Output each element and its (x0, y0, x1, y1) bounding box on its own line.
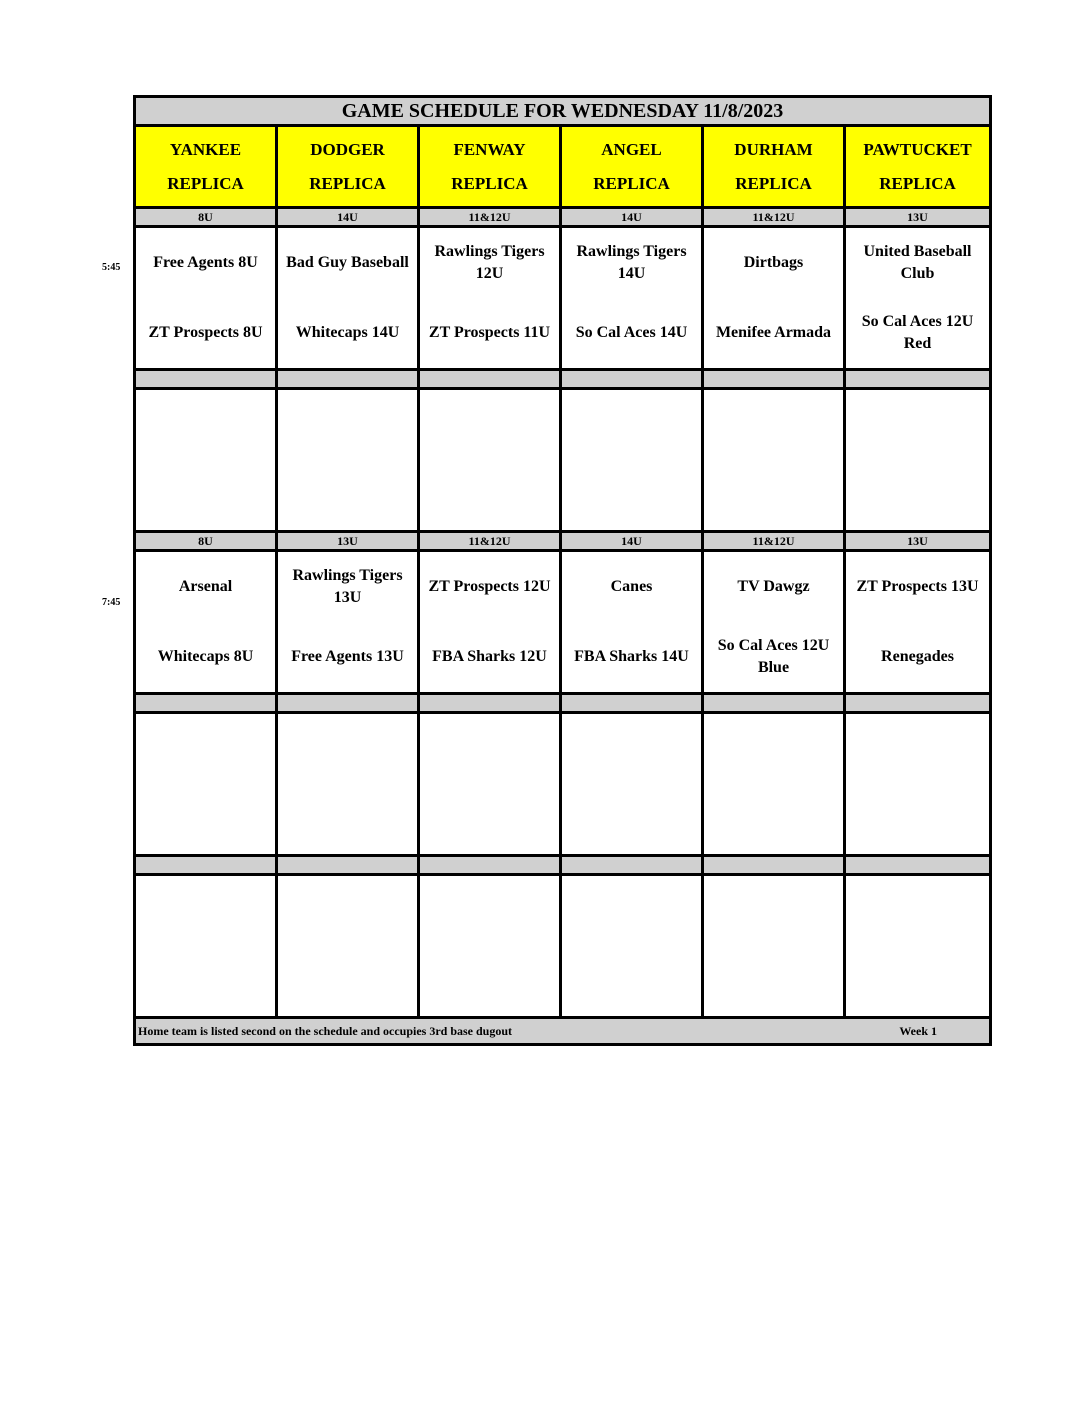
game-cell (845, 227, 991, 370)
empty-division (135, 856, 277, 875)
away-team: Canes (610, 578, 653, 595)
empty-division (845, 694, 991, 713)
division-label: 8U (135, 208, 277, 227)
away-team: Free Agents 8U (153, 254, 258, 271)
field-name: FENWAY (453, 139, 526, 159)
schedule-table (133, 95, 992, 1046)
game-cell (419, 227, 561, 370)
away-team: TV Dawgz (737, 578, 810, 595)
empty-division (419, 856, 561, 875)
game-cell (277, 227, 419, 370)
game-cell (277, 551, 419, 694)
empty-cell (277, 389, 419, 532)
footer-note: Home team is listed second on the schedule and occupies 3rd base dugout (138, 1023, 513, 1038)
home-team: So Cal Aces 14U (575, 324, 688, 341)
empty-cell (561, 875, 703, 1018)
field-header (845, 126, 991, 208)
home-team: Free Agents 13U (291, 648, 404, 665)
home-team: So Cal Aces 12U Red (861, 313, 974, 352)
away-team: Rawlings Tigers 13U (292, 567, 403, 606)
footer (135, 1018, 991, 1045)
game-cell (561, 551, 703, 694)
home-team: ZT Prospects 8U (148, 324, 263, 341)
empty-cell (277, 875, 419, 1018)
field-sub: REPLICA (593, 173, 670, 193)
division-label: 13U (845, 208, 991, 227)
field-name: DURHAM (734, 139, 813, 159)
home-team: FBA Sharks 14U (574, 648, 689, 665)
division-row (135, 208, 991, 227)
field-name: ANGEL (601, 139, 662, 159)
division-label: 14U (561, 208, 703, 227)
away-team: Dirtbags (743, 254, 804, 271)
away-team: Rawlings Tigers 12U (434, 243, 545, 282)
time-label-2: 7:45 (102, 597, 121, 608)
empty-division (703, 856, 845, 875)
home-team: Menifee Armada (715, 324, 832, 341)
empty-game-row (135, 389, 991, 532)
game-cell (561, 227, 703, 370)
game-cell (135, 551, 277, 694)
division-label: 14U (561, 532, 703, 551)
empty-cell (419, 713, 561, 856)
field-header (703, 126, 845, 208)
division-label: 13U (845, 532, 991, 551)
away-team: ZT Prospects 13U (856, 578, 979, 595)
away-team: Bad Guy Baseball (286, 254, 409, 271)
empty-cell (135, 389, 277, 532)
empty-division (703, 694, 845, 713)
game-cell (703, 227, 845, 370)
empty-cell (703, 875, 845, 1018)
empty-division (845, 856, 991, 875)
time-label-1: 5:45 (102, 262, 121, 273)
division-label: 14U (277, 208, 419, 227)
division-label: 11&12U (703, 532, 845, 551)
field-sub: REPLICA (451, 173, 528, 193)
field-name: PAWTUCKET (863, 139, 972, 159)
away-team: Arsenal (178, 578, 233, 595)
empty-division (277, 370, 419, 389)
division-row-empty (135, 856, 991, 875)
division-label: 13U (277, 532, 419, 551)
game-cell (419, 551, 561, 694)
field-header (135, 126, 277, 208)
empty-division (419, 694, 561, 713)
empty-cell (703, 713, 845, 856)
division-label: 11&12U (703, 208, 845, 227)
field-sub: REPLICA (879, 173, 956, 193)
away-team: Rawlings Tigers 14U (576, 243, 687, 282)
division-row (135, 532, 991, 551)
division-label: 8U (135, 532, 277, 551)
away-team: ZT Prospects 12U (428, 578, 551, 595)
game-cell (135, 227, 277, 370)
away-team: United Baseball Club (863, 243, 972, 282)
empty-division (703, 370, 845, 389)
empty-division (135, 694, 277, 713)
game-row (135, 227, 991, 370)
division-label: 11&12U (419, 208, 561, 227)
empty-division (561, 856, 703, 875)
home-team: Renegades (881, 648, 954, 665)
field-header (277, 126, 419, 208)
home-team: So Cal Aces 12U Blue (717, 637, 830, 676)
empty-game-row (135, 713, 991, 856)
schedule-title: GAME SCHEDULE FOR WEDNESDAY 11/8/2023 (135, 97, 991, 126)
empty-cell (277, 713, 419, 856)
empty-cell (703, 389, 845, 532)
home-team: FBA Sharks 12U (432, 648, 547, 665)
empty-division (561, 694, 703, 713)
empty-cell (135, 713, 277, 856)
game-row (135, 551, 991, 694)
empty-cell (419, 875, 561, 1018)
home-team: Whitecaps 8U (157, 648, 254, 665)
game-cell (845, 551, 991, 694)
empty-cell (135, 875, 277, 1018)
field-header (419, 126, 561, 208)
empty-division (419, 370, 561, 389)
empty-cell (845, 713, 991, 856)
empty-cell (561, 389, 703, 532)
game-cell (703, 551, 845, 694)
division-row-empty (135, 694, 991, 713)
field-name: DODGER (310, 139, 385, 159)
empty-division (845, 370, 991, 389)
empty-division (561, 370, 703, 389)
division-row-empty (135, 370, 991, 389)
empty-game-row (135, 875, 991, 1018)
field-sub: REPLICA (167, 173, 244, 193)
field-header-row (135, 126, 991, 208)
empty-division (277, 856, 419, 875)
empty-cell (845, 389, 991, 532)
division-label: 11&12U (419, 532, 561, 551)
empty-division (135, 370, 277, 389)
footer-week: Week 1 (899, 1023, 937, 1038)
field-sub: REPLICA (309, 173, 386, 193)
empty-cell (561, 713, 703, 856)
home-team: Whitecaps 14U (295, 324, 400, 341)
empty-cell (845, 875, 991, 1018)
empty-division (277, 694, 419, 713)
field-header (561, 126, 703, 208)
field-sub: REPLICA (735, 173, 812, 193)
field-name: YANKEE (169, 139, 242, 159)
empty-cell (419, 389, 561, 532)
home-team: ZT Prospects 11U (428, 324, 551, 341)
